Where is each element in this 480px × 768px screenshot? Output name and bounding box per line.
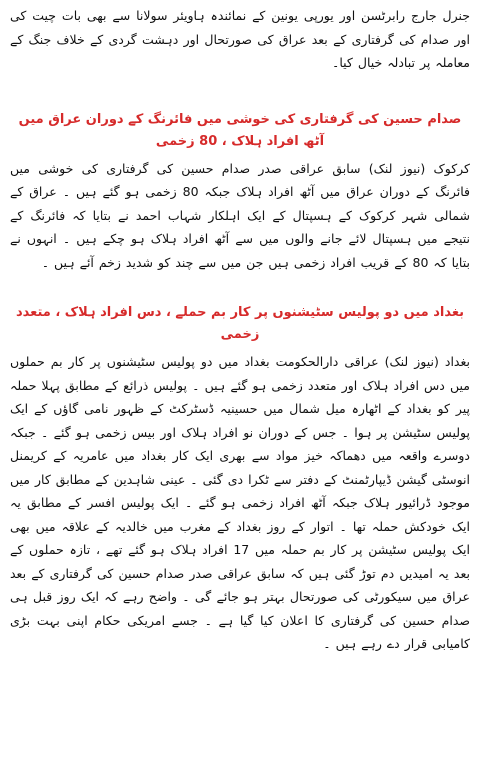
intro-paragraph: جنرل جارج رابرٹسن اور یورپی یونین کے نمائندہ ہاویئر سولانا سے بھی بات چیت کی اور صدام کی گرفتاری کے بعد عراق کی صورتحال اور دہشت گردی کے خلاف جنگ کے معاملہ پر تبادلہ خیال کیا۔ [10, 8, 470, 70]
article-body-baghdad-bombings: بغداد (نیوز لنک) عراقی دارالحکومت بغداد میں دو پولیس سٹیشنوں پر کار بم حملوں میں دس افراد ہلاک اور متعدد زخمی ہو گئے ہیں ۔ پولیس ذرائع کے مطابق پہلا حملہ پیر کو بغداد کے اٹھارہ میل شمال میں حسینیہ ڈسٹرکٹ کے ظہور نامی گاؤں کے ایک پولیس سٹیشن پر ہوا ۔ جس کے دوران نو افراد ہلاک اور بیس زخمی ہو گئے ۔ جبکہ دوسرے واقعہ میں دھماکہ خیز مواد سے بھری ایک کار بغداد میں عامریہ کے کریمنل انوسٹی گیشن ڈیپارٹمنٹ کے دفتر سے ٹکرا دی گئی ۔ عینی شاہدین کے مطابق کار میں موجود ڈرائیور ہلاک جبکہ آٹھ افراد زخمی ہو گئے ۔ ایک پولیس افسر کے مطابق یہ ایک خودکش حملہ تھا ۔ اتوار کے روز بغداد کے مغرب میں خالدیہ کے علاقہ میں بھی ایک پولیس سٹیشن پر کار بم حملہ میں 17 افراد ہلاک ہو گئے تھے ، تازہ حملوں کے بعد یہ امیدیں دم توڑ گئی ہیں کہ سابق عراقی صدر صدام حسین کی گرفتاری کے بعد عراق میں سیکورٹی کی صورتحال بہتر ہو جائے گی ۔ واضح رہے کہ ایک روز قبل ہی صدام حسین کی گرفتاری کا اعلان کیا گیا ہے ۔ جسے امریکی حکام اپنی بہت بڑی کامیابی قرار دے رہے ہیں ۔ [10, 354, 470, 651]
article-headline-baghdad-bombings: بغداد میں دو پولیس سٹیشنوں پر کار بم حملے ، دس افراد ہلاک ، متعدد زخمی [15, 305, 465, 342]
article-headline-saddam-celebration: صدام حسین کی گرفتاری کی خوشی میں فائرنگ کے دوران عراق میں آٹھ افراد ہلاک ، 80 زخمی [18, 111, 462, 149]
article-body-saddam-celebration: کرکوک (نیوز لنک) سابق عراقی صدر صدام حسین کی گرفتاری کی خوشی میں فائرنگ کے دوران عراق میں آٹھ افراد ہلاک جبکہ 80 زخمی ہو گئے ہیں ۔ عراق کے شمالی شہر کرکوک کے ہسپتال کے ایک اہلکار شہاب احمد نے بتایا کہ فائرنگ کے نتیجے میں ہسپتال لائے جانے والوں میں سے آٹھ افراد ہلاک ہو چکے ہیں ۔ انہوں نے بتایا کہ 80 کے قریب افراد زخمی ہیں جن میں سے چند کو شدید زخم آئے ہیں ۔ [10, 160, 470, 270]
